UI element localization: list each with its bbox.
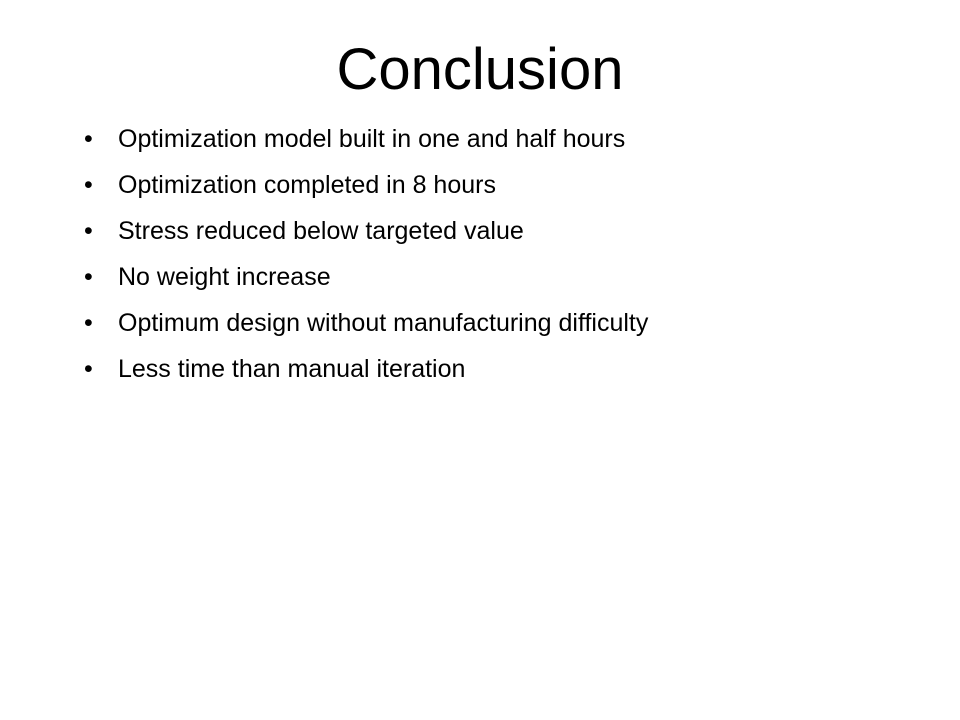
slide-title: Conclusion: [336, 37, 624, 102]
bullet-item: [84, 346, 904, 392]
bullet-text: Stress reduced below targeted value: [118, 217, 524, 245]
bullet-icon: •: [84, 309, 93, 337]
bullet-text: Optimization model built in one and half hours: [118, 125, 626, 153]
bullet-icon: •: [84, 217, 93, 245]
bullet-icon: •: [84, 355, 93, 383]
bullet-item: [84, 208, 904, 254]
bullet-item: [84, 162, 904, 208]
bullet-text: Optimization completed in 8 hours: [118, 171, 496, 199]
bullet-item: [84, 254, 904, 300]
bullet-text: Less time than manual iteration: [118, 355, 466, 383]
bullet-icon: •: [84, 263, 93, 291]
bullet-icon: •: [84, 171, 93, 199]
bullet-icon: •: [84, 125, 93, 153]
bullet-list: [84, 116, 904, 392]
bullet-item: [84, 300, 904, 346]
bullet-text: Optimum design without manufacturing difficulty: [118, 309, 649, 337]
bullet-text: No weight increase: [118, 263, 331, 291]
bullet-item: [84, 116, 904, 162]
